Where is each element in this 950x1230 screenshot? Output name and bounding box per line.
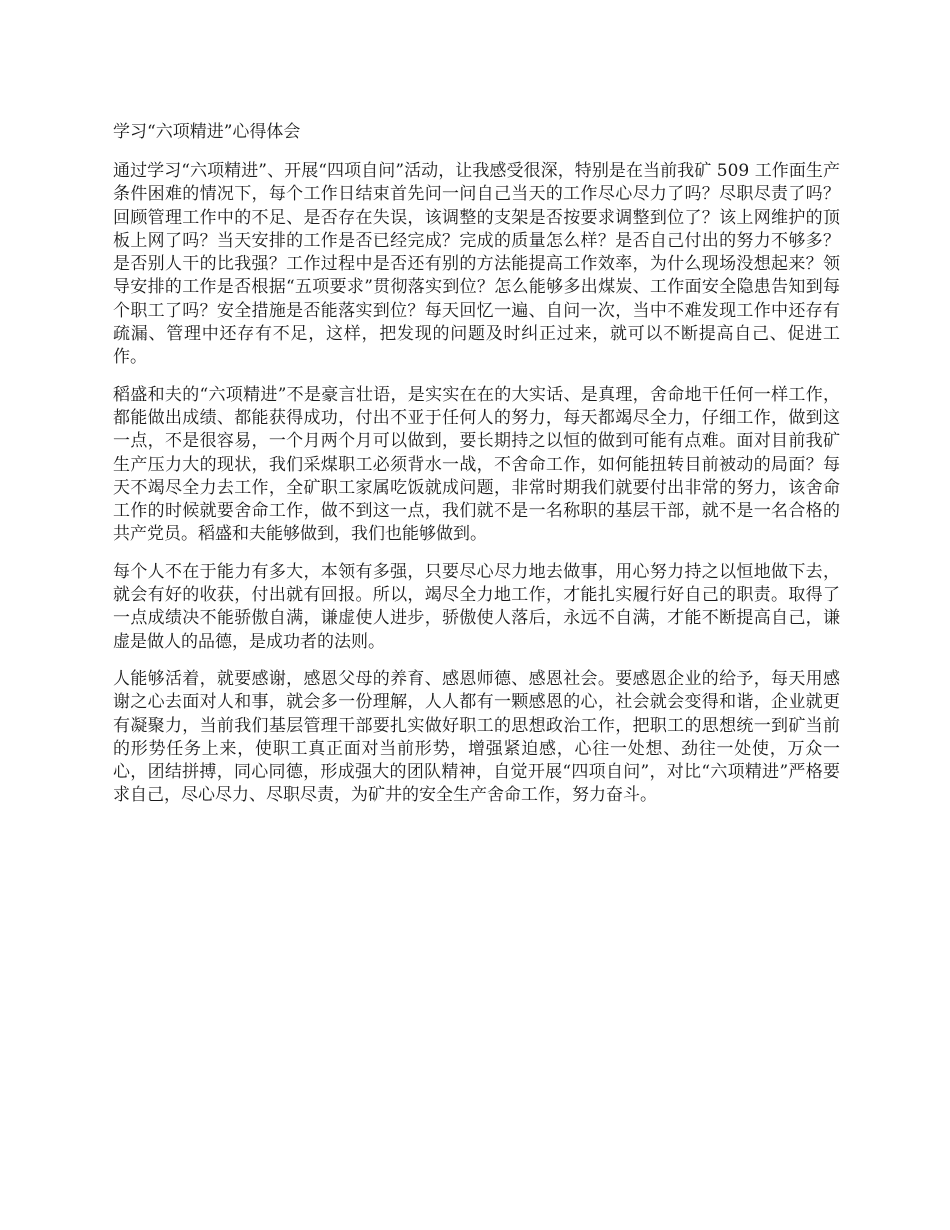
paragraph-3: 每个人不在于能力有多大，本领有多强，只要尽心尽力地去做事，用心努力持之以恒地做下去，就会有好的收获，付出就有回报。所以，竭尽全力地工作，才能扎实履行好自己的职责。取得了一点成绩决不能骄傲自满，谦虚使人进步，骄傲使人落后，永远不自满，才能不断提高自己，谦虚是做人的品德，是成功者的法则。 xyxy=(113,561,840,652)
paragraph-2: 稻盛和夫的“六项精进”不是豪言壮语，是实实在在的大实话、是真理，舍命地干任何一样工作，都能做出成绩、都能获得成功，付出不亚于任何人的努力，每天都竭尽全力，仔细工作，做到这一点，不是很容易，一个月两个月可以做到，要长期持之以恒的做到可能有点难。面对目前我矿生产压力大的现状，我们采煤职工必须背水一战，不舍命工作，如何能扭转目前被动的局面？每天不竭尽全力去工作，全矿职工家属吃饭就成问题，非常时期我们就要付出非常的努力，该舍命工作的时候就要舍命工作，做不到这一点，我们就不是一名称职的基层干部，就不是一名合格的共产党员。稻盛和夫能够做到，我们也能够做到。 xyxy=(113,384,840,545)
paragraph-1: 通过学习“六项精进”、开展“四项自问”活动，让我感受很深，特别是在当前我矿 509 工作面生产条件困难的情况下，每个工作日结束首先问一问自己当天的工作尽心尽力了吗？尽职尽责了吗？回顾管理工作中的不足、是否存在失误，该调整的支架是否按要求调整到位了？该上网维护的顶板上网了吗？当天安排的工作是否已经完成？完成的质量怎么样？是否自己付出的努力不够多？是否别人干的比我强？工作过程中是否还有别的方法能提高工作效率，为什么现场没想起来？领导安排的工作是否根据“五项要求”贯彻落实到位？怎么能够多出煤炭、工作面安全隐患告知到每个职工了吗？安全措施是否能落实到位？每天回忆一遍、自问一次，当中不难发现工作中还存有疏漏、管理中还存有不足，这样，把发现的问题及时纠正过来，就可以不断提高自己、促进工作。 xyxy=(113,161,840,368)
document-page xyxy=(113,120,840,822)
paragraph-4: 人能够活着，就要感谢，感恩父母的养育、感恩师德、感恩社会。要感恩企业的给予，每天用感谢之心去面对人和事，就会多一份理解，人人都有一颗感恩的心，社会就会变得和谐，企业就更有凝聚力，当前我们基层管理干部要扎实做好职工的思想政治工作，把职工的思想统一到矿当前的形势任务上来，使职工真正面对当前形势，增强紧迫感，心往一处想、劲往一处使，万众一心，团结拼搏，同心同德，形成强大的团队精神，自觉开展“四项自问”，对比“六项精进”严格要求自己，尽心尽力、尽职尽责，为矿井的安全生产舍命工作，努力奋斗。 xyxy=(113,668,840,806)
document-title: 学习“六项精进”心得体会 xyxy=(113,122,301,142)
